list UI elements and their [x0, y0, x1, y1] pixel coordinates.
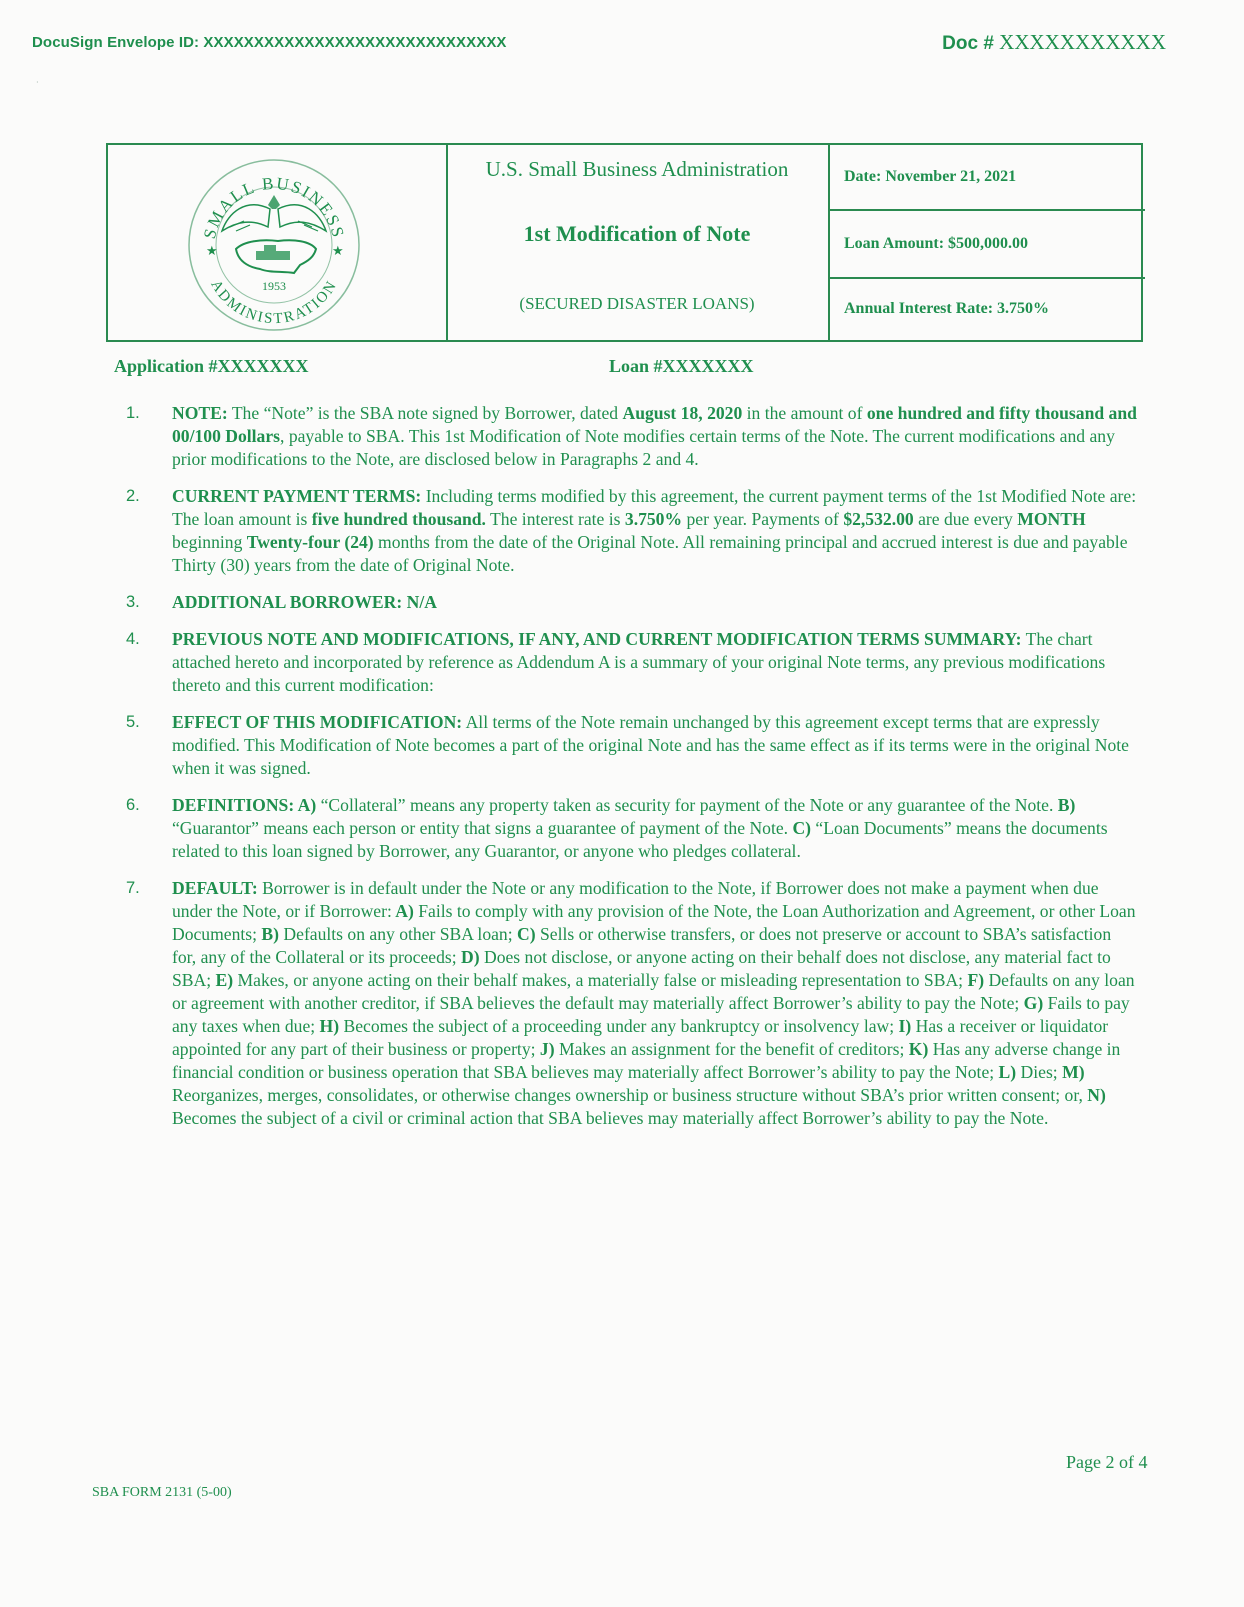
default-item-key: D) [456, 947, 480, 967]
page-number: Page 2 of 4 [1066, 1452, 1148, 1472]
doc-number-value: XXXXXXXXXXX [999, 30, 1166, 54]
seal-year: 1953 [262, 279, 286, 293]
note-date: August 18, 2020 [622, 403, 743, 423]
definition-text: “Guarantor” means each person or entity that signs a guarantee of payment of the Note. [172, 818, 789, 838]
sba-seal-icon [186, 157, 362, 333]
paragraph-number: 3. [126, 593, 140, 611]
terms-paragraphs [126, 402, 1138, 1144]
default-item-text: Becomes the subject of a civil or criminal action that SBA believes may materially affect Borrower’s ability to pay the Note. [172, 1108, 1049, 1128]
payment-frequency: MONTH [1017, 509, 1086, 529]
modified-loan-amount: five hundred thousand. [311, 509, 486, 529]
paragraph-text: Including terms modified by this agreement, the current payment terms of the 1st Modified Note are: The loan amount is [172, 486, 1137, 529]
paragraph-text: beginning [172, 532, 247, 552]
payment-amount: $2,532.00 [843, 509, 914, 529]
seal-bottom-text: ADMINISTRATION [207, 277, 341, 328]
default-item-text: Has a receiver or liquidator appointed for any part of their business or property; [172, 1016, 1109, 1059]
interest-rate-field: Annual Interest Rate: 3.750% [844, 300, 1050, 317]
seal-top-text: SMALL BUSINESS [199, 173, 349, 241]
paragraph-number: 1. [126, 404, 140, 422]
paragraph-number: 6. [126, 796, 140, 814]
agency-name: U.S. Small Business Administration [485, 157, 789, 181]
svg-text:★: ★ [332, 243, 344, 258]
paragraph-heading: DEFINITIONS: [172, 795, 295, 815]
document-title: 1st Modification of Note [523, 221, 751, 246]
svg-text:★: ★ [206, 243, 218, 258]
loan-number: Loan #XXXXXXX [609, 356, 754, 376]
paragraph-heading: DEFAULT: [172, 878, 258, 898]
seal-cell [108, 145, 448, 340]
paragraph-heading: CURRENT PAYMENT TERMS: [172, 486, 422, 506]
paragraph-heading: NOTE: [172, 403, 228, 423]
loan-amount-field: Loan Amount: $500,000.00 [830, 210, 1145, 279]
default-item-key: E) [211, 970, 234, 990]
default-item-text: Has any adverse change in financial condition or business operation that SBA believes may materially affect Borrower’s ability to pay the Note; [172, 1039, 1121, 1082]
paragraph-default [126, 877, 1138, 1130]
default-item-key: F) [963, 970, 985, 990]
default-item-key: A) [391, 901, 414, 921]
default-item-key: C) [512, 924, 536, 944]
paragraph-additional-borrower [126, 591, 1138, 614]
default-item-text: Fails to pay any taxes when due; [172, 993, 1130, 1036]
paragraph-text: are due every [913, 509, 1018, 529]
note-original-amount: one hundred and fifty thousand and 00/100 Dollars [172, 403, 1137, 446]
paragraph-number: 4. [126, 630, 140, 648]
paragraph-text: The chart attached hereto and incorporated by reference as Addendum A is a summary of your original Note terms, any previous modifications thereto and this current modification: [172, 629, 1106, 695]
paragraph-number: 5. [126, 713, 140, 731]
paragraph-text: Borrower is in default under the Note or any modification to the Note, if Borrower does not make a payment when due under the Note, or if Borrower: [172, 878, 1099, 921]
default-item-key: K) [904, 1039, 929, 1059]
top-line [32, 30, 1166, 60]
default-items [172, 901, 1136, 1128]
default-item-text: Defaults on any loan or agreement with another creditor, if SBA believes the default may materially affect Borrower’s ability to pay the Note; [172, 970, 1135, 1013]
form-number: SBA FORM 2131 (5-00) [92, 1485, 232, 1500]
form-header-table [106, 143, 1143, 342]
default-item-text: Makes an assignment for the benefit of creditors; [554, 1039, 905, 1059]
application-number: Application #XXXXXXX [114, 356, 309, 376]
document-subtitle: (SECURED DISASTER LOANS) [519, 294, 755, 313]
definition-key: C) [788, 818, 812, 838]
reference-line [114, 356, 814, 377]
default-item-key: L) [994, 1062, 1017, 1082]
default-item-text: Does not disclose, or anyone acting on their behalf does not disclose, any material fact to SBA; [172, 947, 1111, 990]
default-item-text: Dies; [1016, 1062, 1058, 1082]
default-item-text: Defaults on any other SBA loan; [279, 924, 513, 944]
paragraph-text: in the amount of [742, 403, 867, 423]
paragraph-text: The interest rate is [485, 509, 625, 529]
default-item-key: B) [257, 924, 280, 944]
interest-rate: 3.750% [624, 509, 683, 529]
payment-start: Twenty-four (24) [246, 532, 374, 552]
definition-text: “Collateral” means any property taken as security for payment of the Note or any guarantee of the Note. [316, 795, 1054, 815]
default-item-text: Fails to comply with any provision of the Note, the Loan Authorization and Agreement, or other Loan Documents; [172, 901, 1136, 944]
default-item-text: Makes, or anyone acting on their behalf makes, a materially false or misleading representation to SBA; [233, 970, 964, 990]
paragraph-effect [126, 711, 1138, 780]
paragraph-number: 7. [126, 879, 140, 897]
definition-text: “Loan Documents” means the documents related to this loan signed by Borrower, any Guarantor, or anyone who pledges collateral. [172, 818, 1108, 861]
title-cell [448, 145, 826, 340]
paragraph-number: 2. [126, 487, 140, 505]
paragraph-note [126, 402, 1138, 471]
docusign-envelope-id: DocuSign Envelope ID: XXXXXXXXXXXXXXXXXXXXXXXXXXXXXX [32, 34, 507, 51]
doc-number [942, 30, 1166, 55]
paragraph-definitions [126, 794, 1138, 863]
paragraph-payment-terms [126, 485, 1138, 577]
default-item-key: H) [315, 1016, 340, 1036]
paragraph-text: per year. Payments of [682, 509, 844, 529]
loan-info-cell [828, 145, 1145, 340]
default-item-key: M) [1057, 1062, 1085, 1082]
paragraph-previous-modifications [126, 628, 1138, 697]
date-field: Date: November 21, 2021 [830, 145, 1145, 211]
default-item-text: Becomes the subject of a proceeding under any bankruptcy or insolvency law; [339, 1016, 895, 1036]
default-item-key: I) [894, 1016, 912, 1036]
default-item-key: N) [1082, 1085, 1106, 1105]
default-item-key: J) [535, 1039, 555, 1059]
default-item-text: Sells or otherwise transfers, or does not preserve or account to SBA’s satisfaction for, any of the Collateral or its proceeds; [172, 924, 1112, 967]
doc-number-label: Doc # [942, 33, 994, 54]
paragraph-text: , payable to SBA. This 1st Modification of Note modifies certain terms of the Note. The current modifications and any prior modifications to the Note, are disclosed below in Paragraphs 2 and 4. [172, 426, 1115, 469]
default-item-key: G) [1019, 993, 1044, 1013]
definition-key: B) [1053, 795, 1076, 815]
scan-speck: · [36, 78, 39, 87]
paragraph-text: The “Note” is the SBA note signed by Borrower, dated [227, 403, 623, 423]
default-item-text: Reorganizes, merges, consolidates, or otherwise changes ownership or business structure without SBA’s prior written consent; or, [172, 1085, 1083, 1105]
paragraph-heading: ADDITIONAL BORROWER: N/A [172, 592, 437, 612]
paragraph-text: All terms of the Note remain unchanged by this agreement except terms that are expressly modified. This Modification of Note becomes a part of the original Note and has the same effect as if its terms were in the original Note when it was signed. [172, 712, 1129, 778]
paragraph-text: months from the date of the Original Note. All remaining principal and accrued interest is due and payable Thirty (30) years from the date of Original Note. [172, 532, 1128, 575]
definition-key: A) [294, 795, 317, 815]
paragraph-heading: EFFECT OF THIS MODIFICATION: [172, 712, 463, 732]
paragraph-heading: PREVIOUS NOTE AND MODIFICATIONS, IF ANY, AND CURRENT MODIFICATION TERMS SUMMARY: [172, 629, 1022, 649]
